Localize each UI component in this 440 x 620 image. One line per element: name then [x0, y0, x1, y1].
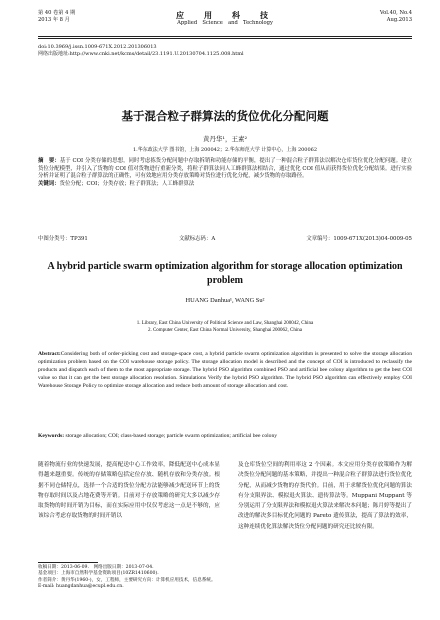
- clc-number: 中图分类号：TP391: [38, 236, 88, 242]
- volume-en: Vol.40, No.4: [379, 10, 412, 16]
- journal-header: [38, 10, 412, 36]
- body-column-right: 及仓库货位空间的利用率这 2 个因素。本文应用分类存放策略作为解决货位分配问题的基本策略，并提出一种混合粒子群算法进行货位优化分配，从而减少货物的存货代价。目前，用于求解货位优化问题的算法有分支限界法、模拟退火算法、遗传算法等。Muppani Muppant 等分别运用了分支限界法和模拟退火算法来解决本问题；陈月婷等提出了改进的解决多目标优化问题的 Pareto 遗传算法，提高了算法的效率，这种连续优化算法解决货位分配问题的研究还比较有限。: [238, 462, 412, 530]
- header-rule-thin: [38, 38, 412, 39]
- document-code: 文献标志码：A: [178, 236, 216, 242]
- abstract-en: [38, 350, 412, 390]
- affiliation-en-2: 2. Computer Center, East China Normal University, Shanghai 200062, China: [147, 328, 303, 333]
- abstract-zh-text: 基于 COI 分类存储的思想，同时考虑拣货分配问题中存取拆销和功能存储的平衡，提出了一种混合粒子群算法以解决仓库货位优化分配问题。建立货位分配模型，并引入了货物的 COI 值对货物进行重新分类，将粒子群算法同人工蜂群算法相结合，通过优化 COI 值从而获得货位优化分配结果。进行实验分析并证明了混合粒子群算法的正确性，可有效地应用分类存放策略对货位进行优化分配，减少货物的存取路径。: [38, 158, 412, 180]
- classification-row: [38, 236, 412, 243]
- authors-zh: 黄丹华¹，王素²: [202, 135, 248, 143]
- body-column-left: 随着物流行业的快速发展，提高配送中心工作效率，降低配送中心成本显得越来越重要。传统的存储策略包括定位存放、随机存放和分类存放。根据不同仓储特点，选择一个合适的货位分配方法能够减少配送环节上的货物存取时间以及占地花费等开销。目前对于存放策略的研究大多以减少存取货物的时间开销为目标，而在实际应用中仅仅考虑这一点是不够的，应该综合考虑存取货物的时间开销以: [38, 462, 220, 520]
- doi: doi:10.3969/j.issn.1009-671X.2012.201306013: [38, 44, 157, 50]
- title-en: A hybrid particle swarm optimization algorithm for storage allocation optimization problem: [47, 261, 403, 286]
- footnotes: [38, 565, 220, 591]
- article-meta: [38, 44, 244, 58]
- header-right: [380, 10, 412, 24]
- footnote-author: 作者简介：黄丹华(1960-)，女，工程师，主要研究方向：计算机应用技术，信息系统。E-mail: huangdanhua@ecupl.edu.cn.: [38, 577, 216, 590]
- footnote-funding: 基金项目：上海市自然科学基金资助项目(10ZR1410600).: [38, 571, 159, 577]
- affiliation-zh: 1.华东政法大学 图书馆，上海 200042；2.华东师范大学 计算中心，上海 200062: [132, 147, 318, 153]
- keywords-zh-text: 货位分配；COI；分类存放；粒子群算法；人工蜂群算法: [59, 180, 195, 187]
- keywords-en-text: storage allocation; COI; class-based storage; particle swarm optimization; artificial bee colony: [65, 433, 278, 439]
- online-url: 网络出版地址:http://www.cnki.net/kcms/detail/23.1191.U.20130704.1125.008.html: [38, 51, 244, 57]
- volume-issue: 第 40 卷第 4 期: [38, 10, 76, 16]
- authors-en: HUANG Danhua¹, WANG Su²: [185, 297, 265, 304]
- keywords-en: [38, 432, 412, 440]
- article-number: 文章编号：1009-671X(2013)04-0009-05: [306, 236, 412, 242]
- abstract-zh-label: 摘 要：: [38, 158, 60, 164]
- header-center: [38, 10, 412, 27]
- title-zh: 基于混合粒子群算法的货位优化分配问题: [121, 109, 329, 123]
- abstract-en-text: Considering both of order-picking cost and storage-space cost, a hybrid particle swarm optimization algorithm is presented to solve the storage allocation optimization problem based on the COI warehouse storage policy. The storage allocation model is described and the concept of COI is introduced to reclassify the products and dispatch each of them to the most appropriate storage. The hybrid PSO algorithm combined PSO and artificial bee colony algorithm to get the best COI value so that it can get the best storage allocation resolution. Simulations Verify the hybrid PSO algorithm. The hybrid PSO algorithm can effectively employ COI Warehouse Storage Policy to optimize storage allocation and reduce both amount of storage allocation and cost.: [38, 351, 412, 389]
- journal-name-zh: 应 用 科 技: [176, 10, 274, 20]
- abstract-zh: [38, 158, 412, 188]
- keywords-zh-label: 关键词：: [38, 180, 60, 187]
- journal-name-en: Applied Science and Technology: [177, 20, 273, 26]
- footnote-received: 收稿日期：2013-06-09. 网络出版日期：2013-07-04.: [38, 565, 154, 570]
- keywords-en-label: Keywords:: [38, 433, 65, 439]
- date-en: Aug.2013: [386, 17, 412, 23]
- footnote-rule: [38, 562, 98, 563]
- issue-date: 2013 年 8 月: [38, 17, 70, 23]
- affiliation-en: [38, 320, 412, 334]
- abstract-en-label: Abstract:: [38, 351, 61, 357]
- affiliation-en-1: 1. Library, East China University of Political Science and Law, Shanghai 200042, China: [136, 321, 314, 326]
- header-rule: [38, 36, 412, 37]
